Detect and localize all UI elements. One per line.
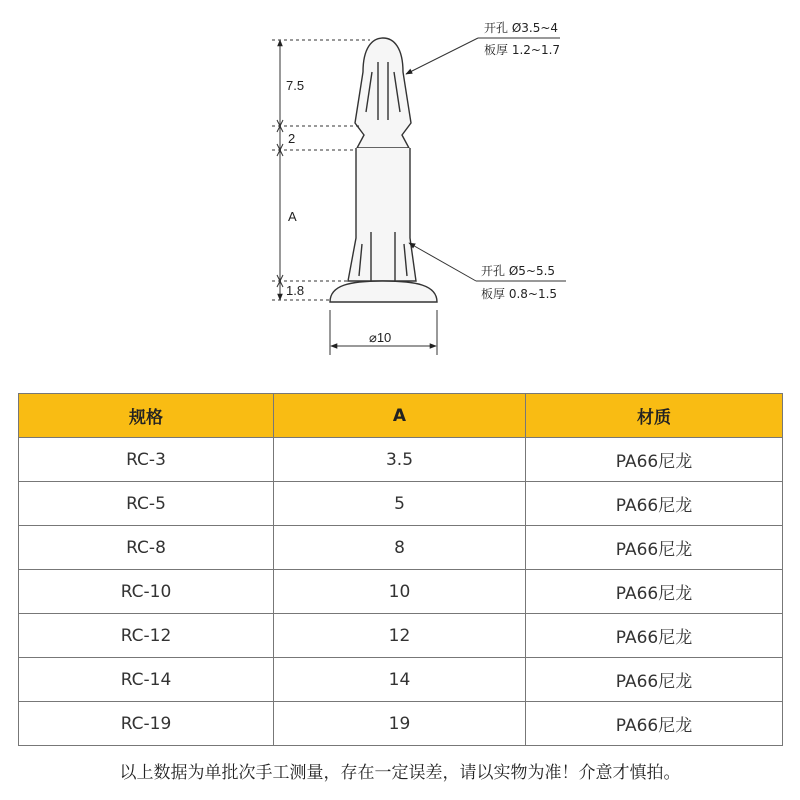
cell-spec: RC-14: [19, 658, 274, 702]
cell-material: PA66尼龙: [526, 438, 783, 482]
table-row: [19, 526, 783, 570]
table-row: [19, 482, 783, 526]
dim-top-height: 7.5: [286, 78, 305, 93]
cell-a: 14: [274, 658, 526, 702]
dim-neck-height: 2: [288, 131, 296, 146]
cell-material: PA66尼龙: [526, 702, 783, 746]
dim-head-diameter: ⌀10: [369, 330, 392, 345]
cell-spec: RC-3: [19, 438, 274, 482]
cell-spec: RC-5: [19, 482, 274, 526]
header-material: 材质: [526, 394, 783, 438]
callout-top-thickness: 板厚 1.2~1.7: [484, 43, 561, 57]
rivet-part: [330, 38, 437, 302]
dim-head-thickness: 1.8: [286, 283, 305, 298]
callout-top-hole: 开孔 Ø3.5~4: [484, 21, 559, 35]
cell-material: PA66尼龙: [526, 614, 783, 658]
cell-spec: RC-10: [19, 570, 274, 614]
spec-table: [18, 393, 783, 746]
dim-body-height: A: [288, 209, 297, 224]
cell-a: 12: [274, 614, 526, 658]
cell-material: PA66尼龙: [526, 482, 783, 526]
table-header-row: [19, 394, 783, 438]
table-row: [19, 658, 783, 702]
callout-bottom-hole: 开孔 Ø5~5.5: [481, 264, 556, 278]
table-row: [19, 438, 783, 482]
cell-a: 8: [274, 526, 526, 570]
cell-a: 5: [274, 482, 526, 526]
cell-spec: RC-12: [19, 614, 274, 658]
header-a: A: [274, 394, 526, 438]
footnote: 以上数据为单批次手工测量，存在一定误差，请以实物为准！介意才慎拍。: [119, 763, 681, 783]
table-row: [19, 702, 783, 746]
table-row: [19, 570, 783, 614]
cell-material: PA66尼龙: [526, 658, 783, 702]
cell-a: 3.5: [274, 438, 526, 482]
header-spec: 规格: [19, 394, 274, 438]
cell-material: PA66尼龙: [526, 570, 783, 614]
rivet-drawing: [0, 0, 800, 385]
cell-material: PA66尼龙: [526, 526, 783, 570]
cell-spec: RC-19: [19, 702, 274, 746]
cell-a: 19: [274, 702, 526, 746]
table-row: [19, 614, 783, 658]
cell-a: 10: [274, 570, 526, 614]
cell-spec: RC-8: [19, 526, 274, 570]
callout-bottom-thickness: 板厚 0.8~1.5: [481, 287, 558, 301]
